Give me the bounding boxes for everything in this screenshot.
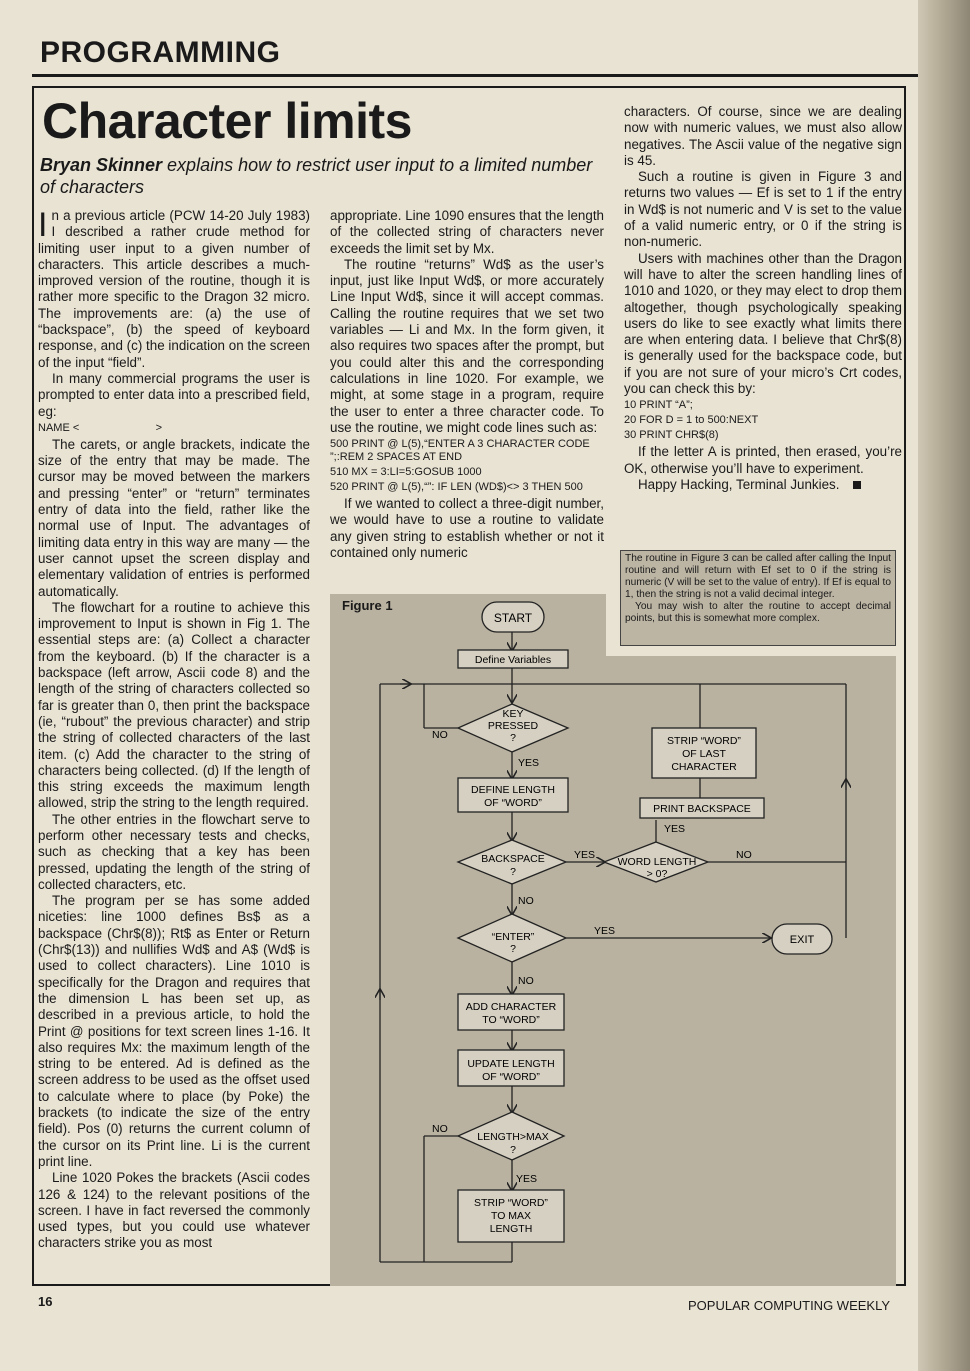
paragraph: appropriate. Line 1090 ensures that the length of the collected string of characters never exceeds the limit set by Mx. bbox=[330, 208, 604, 256]
svg-text:BACKSPACE: BACKSPACE bbox=[481, 853, 545, 865]
svg-text:DEFINE LENGTH: DEFINE LENGTH bbox=[470, 784, 556, 796]
yes-label: YES bbox=[516, 1173, 538, 1185]
no-label: NO bbox=[518, 895, 534, 907]
paragraph: The program per se has some added niceties: line 1000 defines Bs$ as a backspace (Chr$(8)); Rt$ as Enter or Return (Chr$(13)) and nullifies Wd$ and A$ (Wd$ is used to collect characters). Line 1010 is specifically for the Dragon and requires that the dimension L has been set up, as described in a previous article, to hold the Print @ positions for text screen lines 1-16. It also requires Mx: the maximum length of the string to be entered. Ad is defined as the screen address to be used as the offset used to calculate where to place (by Poke) the brackets (to indicate the size of the entry field). Pos (0) returns the current column of the cursor on its Print line. Li is the current print line. bbox=[38, 893, 310, 1169]
code-line: 10 PRINT “A”; bbox=[624, 399, 693, 412]
paragraph: Line 1020 Pokes the brackets (Ascii codes 126 & 124) to the relevant positions of the screen. I have in fact reversed the commonly used types, but you could use whatever characters strike you as most bbox=[38, 1170, 310, 1251]
exit-label: EXIT bbox=[789, 934, 815, 946]
column-2 bbox=[330, 208, 604, 561]
svg-text:PRINT BACKSPACE: PRINT BACKSPACE bbox=[653, 803, 751, 815]
svg-text:UPDATE LENGTH: UPDATE LENGTH bbox=[467, 1058, 555, 1070]
paragraph: Such a routine is given in Figure 3 and returns two values — Ef is set to 1 if the entry in Wd$ is not numeric and V is set to the value of a valid numeric entry, or 0 if the string is non-numeric. bbox=[624, 169, 902, 250]
svg-text:?: ? bbox=[510, 1144, 516, 1156]
page-edge bbox=[918, 0, 970, 1371]
drop-cap: I bbox=[38, 206, 48, 244]
code-line: 20 FOR D = 1 to 500:NEXT bbox=[624, 414, 759, 427]
svg-text:TO “WORD”: TO “WORD” bbox=[482, 1014, 540, 1026]
paragraph: The routine “returns” Wd$ as the user’s input, just like Input Wd$, or more accurately Line Input Wd$, since it will accept commas. Calling the routine requires that we set two variables — Li and Mx. In the form given, it also requires two spaces after the prompt, but you could alter this and the corresponding calculations in line 1020. For example, we might, at some stage in a program, require the user to enter a three character code. To use the routine, we might code lines such as: bbox=[330, 256, 604, 435]
svg-text:> 0?: > 0? bbox=[646, 868, 668, 880]
paragraph: The flowchart for a routine to achieve this improvement to Input is shown in Fig 1. The essential steps are: (a) Collect a character from the keyboard. (b) If the character is a backspace (left arrow, Ascii code 8) and the length of the string of characters collected so far is greater than 0, then print the backspace (ie, “rubout” the previous character) and strip the string of collected characters of the last item. (c) Add the character to the string of characters being collected. (d) If the length of this string exceeds the maximum length allowed, strip the string to the length required. bbox=[38, 599, 310, 811]
svg-text:PRESSED: PRESSED bbox=[487, 720, 539, 732]
author-name: Bryan Skinner bbox=[40, 155, 163, 175]
paragraph: The carets, or angle brackets, indicate the size of the entry that may be made. The cursor may be moved between the markers and pressing “enter” or “return” terminates entry of data into the field, rather like the normal use of Input. The advantages of limiting data entry in this way are many — the user cannot upset the screen display and elementary validation of entries is performed automatically. bbox=[38, 436, 310, 599]
paragraph: In a previous article (PCW 14-20 July 1983) I described a rather crude method for limiting user input to a given number of characters. This article describes a much-improved version of the routine, though it is rather more specific to the Dragon 32 micro. The improvements are: (a) the use of “backspace”, (b) the speed of keyboard response, and (c) the indication on the screen of the input “field”. bbox=[38, 206, 310, 370]
paragraph: If the letter A is printed, then erased, you’re OK, otherwise you’ll have to experiment. bbox=[624, 444, 902, 476]
start-label: START bbox=[493, 611, 533, 625]
svg-text:ADD CHARACTER: ADD CHARACTER bbox=[465, 1001, 557, 1013]
svg-text:LENGTH: LENGTH bbox=[489, 1223, 533, 1235]
section-heading: PROGRAMMING bbox=[40, 36, 281, 69]
no-label: NO bbox=[518, 975, 534, 987]
standfirst-text: explains how to restrict user input to a limited number of characters bbox=[40, 155, 593, 197]
column-3 bbox=[624, 104, 902, 493]
svg-text:STRIP “WORD”: STRIP “WORD” bbox=[474, 1197, 548, 1209]
yes-label: YES bbox=[518, 757, 540, 769]
svg-text:OF “WORD”: OF “WORD” bbox=[482, 1071, 540, 1083]
standfirst bbox=[40, 154, 600, 198]
svg-text:OF “WORD”: OF “WORD” bbox=[484, 797, 542, 809]
magazine-name: POPULAR COMPUTING WEEKLY bbox=[688, 1298, 891, 1313]
svg-text:?: ? bbox=[510, 866, 516, 878]
define-variables-label: Define Variables bbox=[474, 654, 552, 666]
svg-text:?: ? bbox=[510, 943, 516, 955]
no-label: NO bbox=[736, 849, 752, 861]
paragraph: Happy Hacking, Terminal Junkies. bbox=[624, 477, 902, 493]
svg-text:CHARACTER: CHARACTER bbox=[671, 761, 737, 773]
header-rule bbox=[32, 74, 918, 77]
yes-label: YES bbox=[664, 823, 686, 835]
yes-label: YES bbox=[574, 849, 596, 861]
paragraph: If we wanted to collect a three-digit number, we would have to use a routine to validate any given string to establish whether or not it contained only numeric bbox=[330, 496, 604, 561]
code-line: 510 MX = 3:LI=5:GOSUB 1000 bbox=[330, 466, 482, 479]
flowchart-figure bbox=[330, 594, 896, 1286]
svg-text:OF LAST: OF LAST bbox=[682, 748, 726, 760]
example-field: NAME < > bbox=[38, 421, 163, 434]
paragraph: characters. Of course, since we are dealing now with numeric values, we must also allow negatives. The Ascii value of the negative sign is 45. bbox=[624, 104, 902, 168]
article-title: Character limits bbox=[42, 93, 412, 149]
code-line: 30 PRINT CHR$(8) bbox=[624, 429, 719, 442]
paragraph: In many commercial programs the user is prompted to enter data into a prescribed field, eg: bbox=[38, 370, 310, 419]
figure-3-caption: The routine in Figure 3 can be called after calling the Input routine and will return with Ef set to 0 if the string is numeric (V will be set to the value of entry). If Ef is equal to 1, then the string is not a valid decimal integer. You may wish to alter the routine to accept decimal points, but this is somewhat more complex. bbox=[620, 550, 896, 646]
column-1 bbox=[38, 208, 310, 1252]
svg-text:?: ? bbox=[510, 732, 516, 744]
svg-text:STRIP “WORD”: STRIP “WORD” bbox=[667, 735, 741, 747]
paragraph: The other entries in the flowchart serve to perform other necessary tests and checks, such as checking that a key has been pressed, updating the length of the string of collected characters, etc. bbox=[38, 811, 310, 892]
no-label: NO bbox=[432, 1123, 448, 1135]
end-mark-icon bbox=[853, 481, 861, 489]
svg-text:TO MAX: TO MAX bbox=[490, 1210, 532, 1222]
svg-text:LENGTH>MAX: LENGTH>MAX bbox=[477, 1131, 549, 1143]
paragraph: Users with machines other than the Dragon will have to alter the screen handling lines of 1010 and 1020, or they may elect to drop them altogether, though psychologically speaking users do like to see exactly what limits there are when entering data. I believe that Chr$(8) is generally used for the backspace code, but if you are not sure of your micro’s Crt codes, you can check this by: bbox=[624, 250, 902, 397]
yes-label: YES bbox=[594, 925, 616, 937]
code-line: 500 PRINT @ L(5),“ENTER A 3 CHARACTER CODE ”;:REM 2 SPACES AT END bbox=[330, 438, 590, 464]
page-number: 16 bbox=[38, 1294, 53, 1309]
svg-text:KEY: KEY bbox=[502, 708, 524, 720]
svg-text:“ENTER”: “ENTER” bbox=[491, 931, 535, 943]
no-label: NO bbox=[432, 729, 448, 741]
svg-text:WORD LENGTH: WORD LENGTH bbox=[617, 856, 697, 868]
code-line: 520 PRINT @ L(5),“”: IF LEN (WD$)<> 3 THEN 500 bbox=[330, 481, 583, 494]
figure-label: Figure 1 bbox=[342, 598, 393, 613]
